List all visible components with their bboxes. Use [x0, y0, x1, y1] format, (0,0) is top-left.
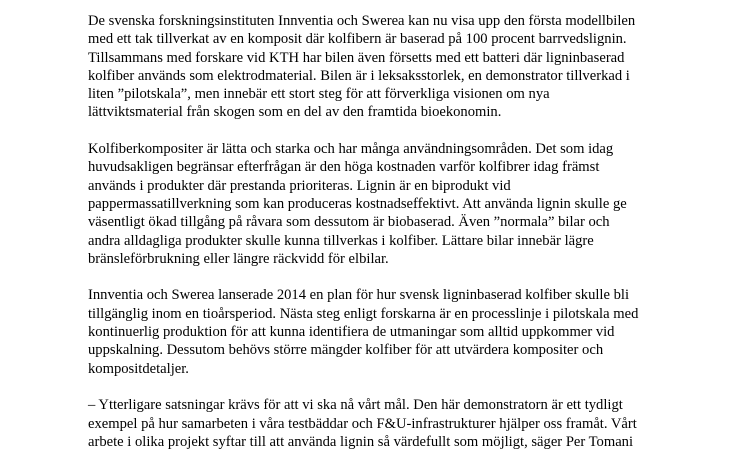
text-line: lättviktsmaterial från skogen som en del av den framtida bioekonomin. [88, 104, 502, 121]
text-line: liten ”pilotskala”, men innebär ett stort steg för att förverkliga visionen om nya [88, 86, 550, 103]
text-line: – Ytterligare satsningar krävs för att vi ska nå vårt mål. Den här demonstratorn är ett tydligt [88, 397, 623, 414]
text-line: Kolfiberkompositer är lätta och starka och har många användningsområden. Det som idag [88, 141, 614, 158]
paragraph-plan-2014 [88, 286, 678, 377]
paragraph-carbon-fiber-composites [88, 140, 678, 268]
text-line: arbete i olika projekt syftar till att använda lignin så värdefullt som möjligt, säger Per Tomani [88, 433, 634, 450]
text-line: De svenska forskningsinstituten Innventia och Swerea kan nu visa upp den första modellbilen [88, 13, 636, 29]
paragraph-quote [88, 396, 678, 451]
paragraph-model-car [88, 12, 678, 122]
document-body [88, 12, 678, 469]
text-line: kontinuerlig produktion för att kunna identifiera de utmaningar som alltid uppkommer vid [88, 324, 615, 341]
text-line: med ett tak tillverkat av en komposit där kolfibern är baserad på 100 procent barrvedslignin. [88, 31, 627, 48]
text-line: bränsleförbrukning eller längre räckvidd för elbilar. [88, 250, 389, 267]
text-line: exempel på hur samarbeten i våra testbäddar och F&U-infrastrukturer hjälper oss framåt. Vårt [88, 415, 637, 432]
text-line: huvudsakligen begränsar efterfrågan är den höga kostnaden varför kolfibrer idag främst [88, 159, 600, 176]
text-line: kompositdetaljer. [88, 360, 189, 377]
text-line: Innventia och Swerea lanserade 2014 en plan för hur svensk ligninbaserad kolfiber skulle bli [88, 287, 630, 304]
text-line: pappermassatillverkning som kan produceras kostnadseffektivt. Att använda lignin skulle ge [88, 195, 627, 212]
text-line: tillgänglig inom en tioårsperiod. Nästa steg enligt forskarna är en processlinje i pilotskala med [88, 305, 639, 322]
text-line: väsentligt ökad tillgång på råvara som dessutom är biobaserad. Även ”normala” bilar och [88, 214, 610, 231]
text-line: andra alldagliga produkter skulle kunna tillverkas i kolfiber. Lättare bilar innebär lägre [88, 232, 594, 249]
text-line: uppskalning. Dessutom behövs större mängder kolfiber för att utvärdera kompositer och [88, 342, 604, 359]
text-line: kolfiber används som elektrodmaterial. Bilen är i leksaksstorlek, en demonstrator tillverkad i [88, 67, 630, 84]
text-line: används i produkter där prestanda prioriteras. Lignin är en biprodukt vid [88, 177, 511, 194]
text-line: Tillsammans med forskare vid KTH har bilen även försetts med ett batteri där ligninbaserad [88, 49, 625, 66]
